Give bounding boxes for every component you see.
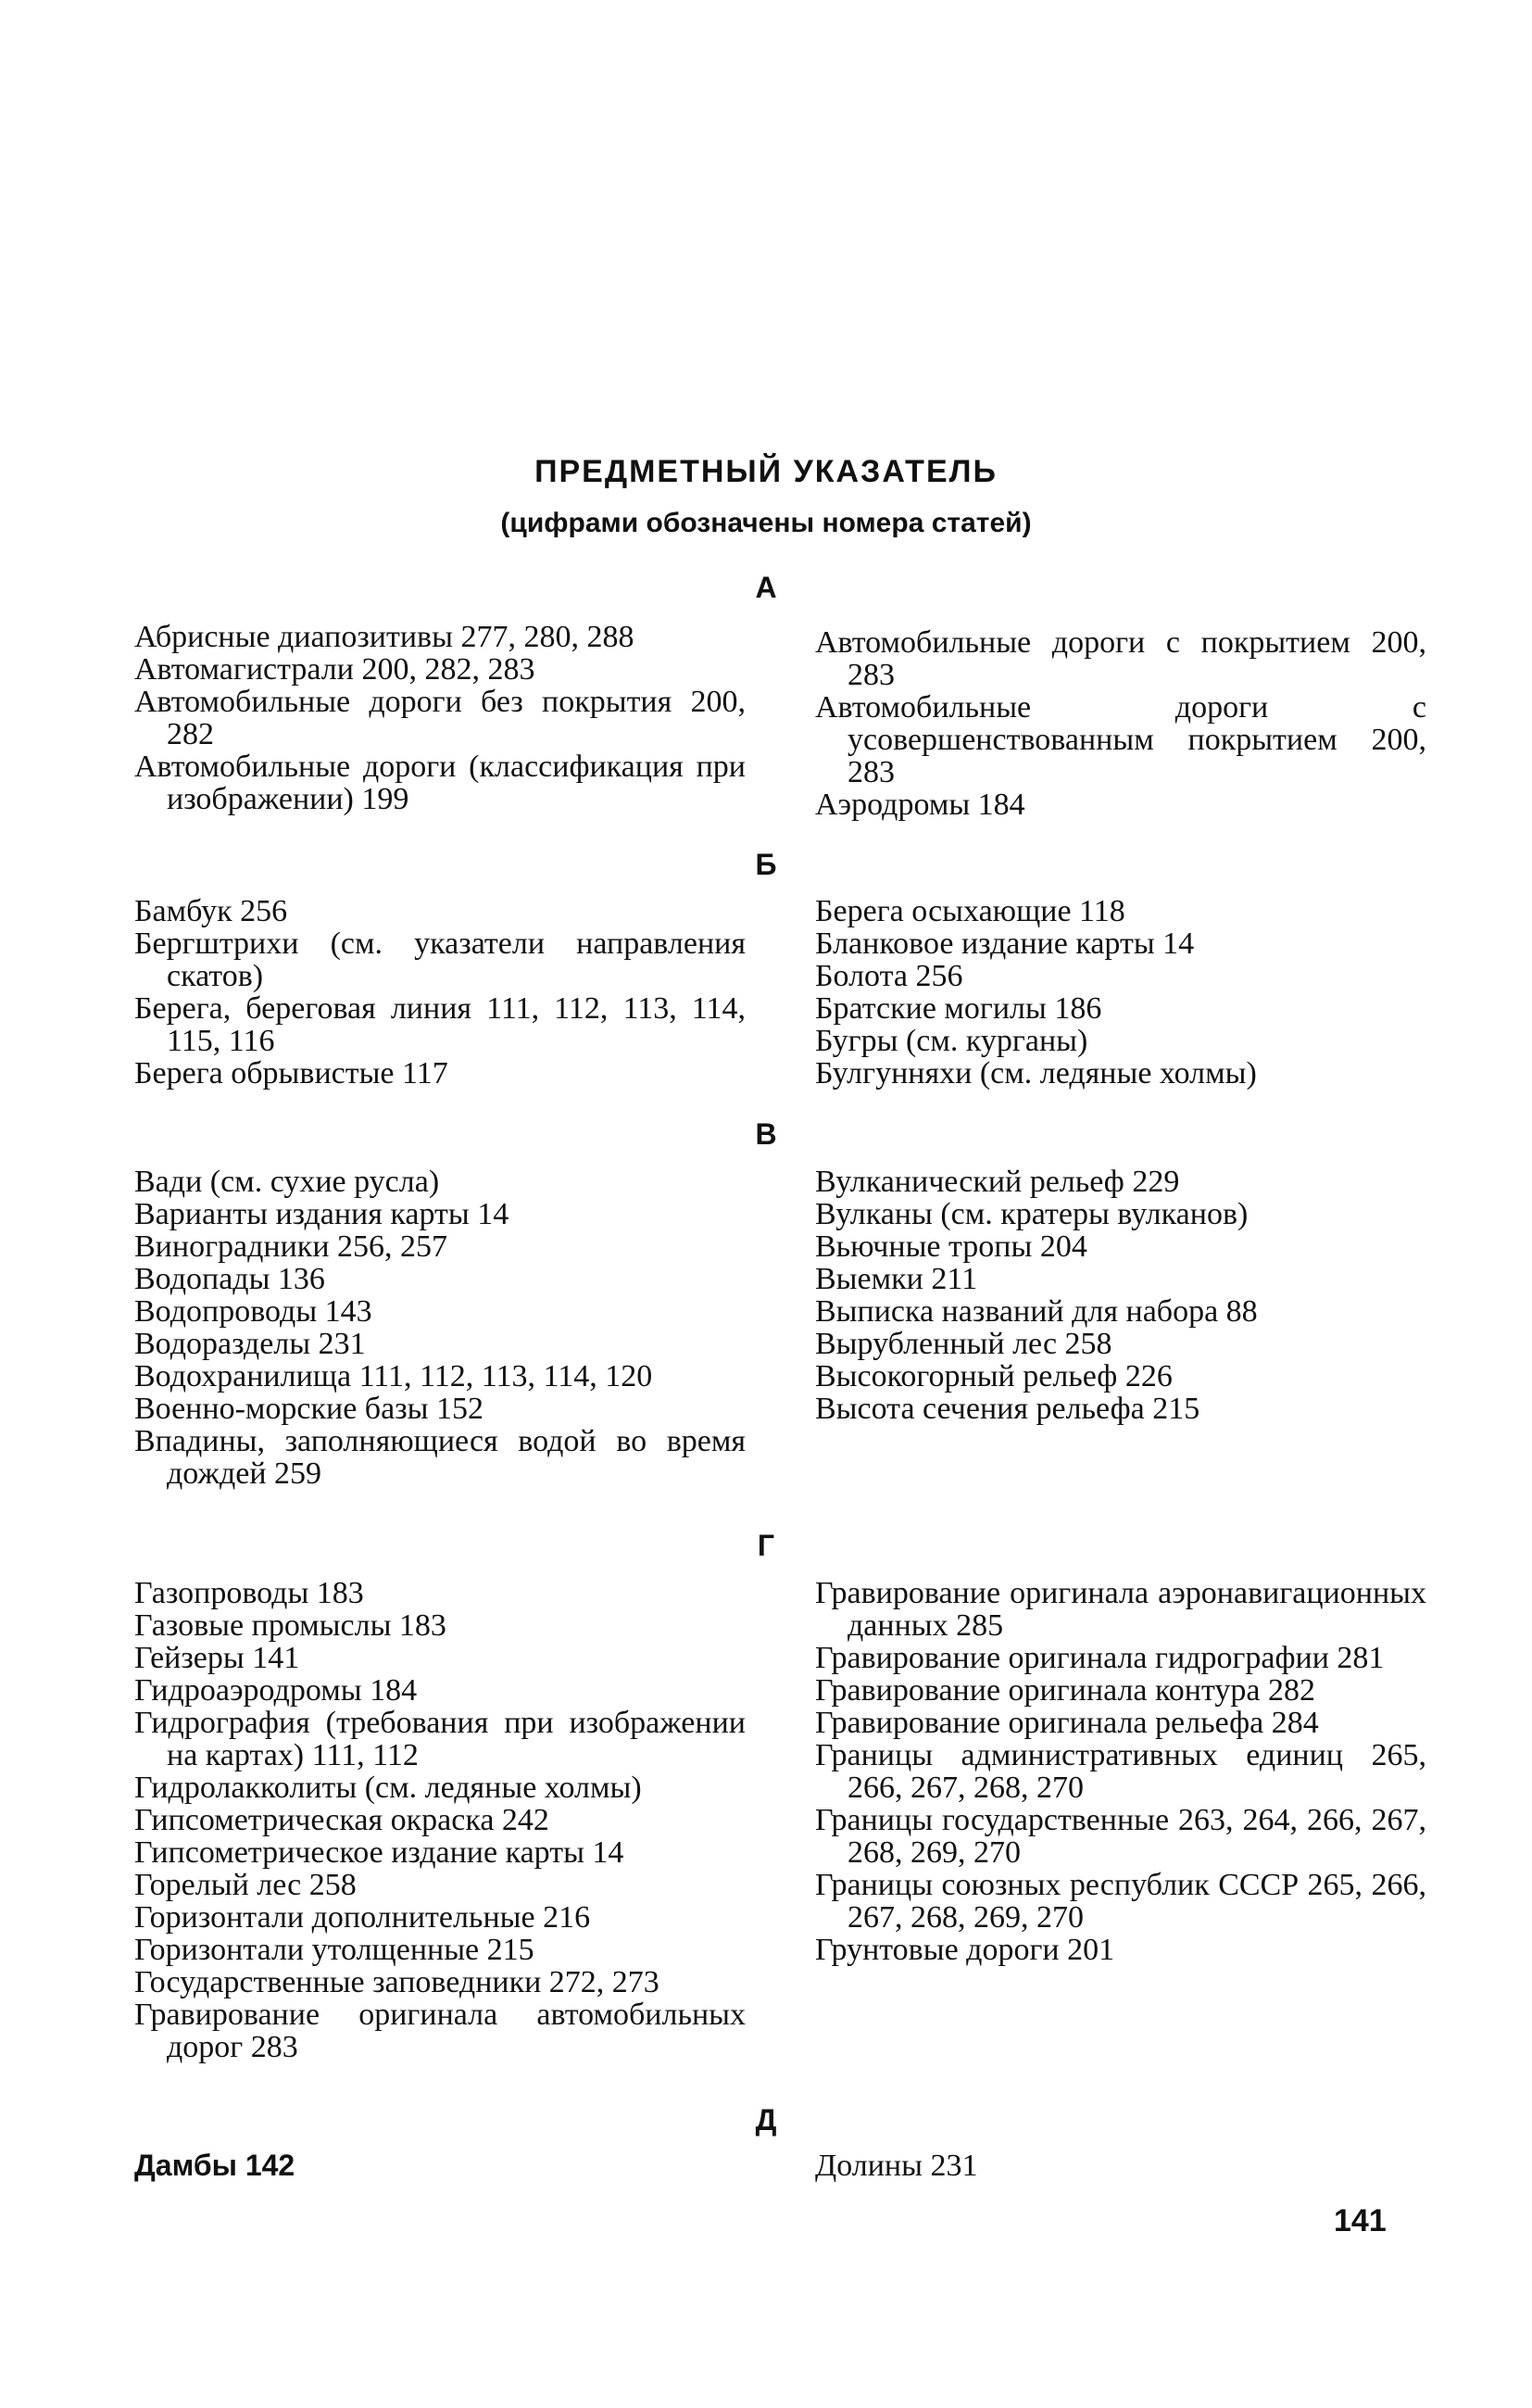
index-entry: Берега осыхающие 118 <box>815 894 1125 928</box>
index-entry: Газопроводы 183 <box>134 1576 364 1610</box>
section-letter-v: В <box>755 1117 777 1151</box>
section-a-right-column <box>815 626 1426 821</box>
index-entry: Братские могилы 186 <box>815 991 1102 1026</box>
index-entry: Выписка названий для набора 88 <box>815 1294 1258 1329</box>
section-g-left-column <box>134 1577 746 2063</box>
index-entry: Бамбук 256 <box>134 894 288 928</box>
index-entry: Границы государственные 263, 264, 266, 267, 268, 269, 270 <box>815 1803 1426 1870</box>
index-entry: Автомобильные дороги с усовершенствованным покрытием 200, 283 <box>815 690 1426 789</box>
index-entry: Варианты издания карты 14 <box>134 1197 509 1231</box>
index-entry: Аэродромы 184 <box>815 788 1025 822</box>
index-entry: Гипсометрическое издание карты 14 <box>134 1835 624 1870</box>
index-entry: Высокогорный рельеф 226 <box>815 1359 1173 1393</box>
index-entry: Автомобильные дороги (классификация при изображении) 199 <box>134 750 746 816</box>
page-subtitle: (цифрами обозначены номера статей) <box>500 508 1032 538</box>
index-entry: Берега обрывистые 117 <box>134 1056 448 1091</box>
index-entry: Болота 256 <box>815 959 963 993</box>
index-entry: Государственные заповедники 272, 273 <box>134 1965 659 1999</box>
index-entry: Долины 231 <box>815 2149 978 2183</box>
index-entry: Грунтовые дороги 201 <box>815 1933 1115 1967</box>
section-letter-a: А <box>755 571 777 604</box>
index-entry: Автомагистрали 200, 282, 283 <box>134 652 535 687</box>
index-entry: Бугры (см. курганы) <box>815 1024 1088 1058</box>
section-d-right-column <box>815 2150 1426 2182</box>
index-entry: Гравирование оригинала автомобильных дорог 283 <box>134 1998 746 2064</box>
index-entry: Газовые промыслы 183 <box>134 1608 446 1643</box>
index-entry: Водопады 136 <box>134 1262 325 1296</box>
section-letter-b: Б <box>755 848 777 881</box>
index-entry: Вырубленный лес 258 <box>815 1327 1112 1361</box>
index-entry: Вулканический рельеф 229 <box>815 1165 1180 1199</box>
index-entry: Вьючные тропы 204 <box>815 1229 1087 1264</box>
index-entry: Виноградники 256, 257 <box>134 1229 448 1264</box>
index-entry: Выемки 211 <box>815 1262 978 1296</box>
section-g-right-column <box>815 1577 1426 1966</box>
index-entry: Гидролакколиты (см. ледяные холмы) <box>134 1771 642 1805</box>
index-entry: Гейзеры 141 <box>134 1641 300 1675</box>
index-entry: Гравирование оригинала рельефа 284 <box>815 1706 1319 1740</box>
index-entry: Впадины, заполняющиеся водой во время дождей 259 <box>134 1424 746 1491</box>
index-entry: Водоразделы 231 <box>134 1327 366 1361</box>
index-entry: Вади (см. сухие русла) <box>134 1165 440 1199</box>
section-b-right-column <box>815 895 1426 1090</box>
index-entry: Высота сечения рельефа 215 <box>815 1392 1200 1426</box>
index-entry: Автомобильные дороги с покрытием 200, 283 <box>815 625 1426 692</box>
section-v-left-column <box>134 1166 746 1490</box>
index-entry: Гравирование оригинала гидрографии 281 <box>815 1641 1385 1675</box>
index-entry: Бланковое издание карты 14 <box>815 927 1195 961</box>
index-entry: Вулканы (см. кратеры вулканов) <box>815 1197 1249 1231</box>
index-entry: Водопроводы 143 <box>134 1294 372 1329</box>
section-d-left-column <box>134 2150 746 2182</box>
index-entry: Горизонтали дополнительные 216 <box>134 1900 591 1935</box>
index-entry: Водохранилища 111, 112, 113, 114, 120 <box>134 1359 653 1393</box>
index-entry: Горелый лес 258 <box>134 1868 357 1902</box>
page-number: 141 <box>1334 2203 1387 2238</box>
section-letter-d: Д <box>755 2103 777 2137</box>
index-entry: Булгунняхи (см. ледяные холмы) <box>815 1056 1257 1091</box>
index-entry: Гипсометрическая окраска 242 <box>134 1803 549 1837</box>
index-entry: Гидроаэродромы 184 <box>134 1673 418 1708</box>
section-v-right-column <box>815 1166 1426 1425</box>
index-entry: Берега, береговая линия 111, 112, 113, 114, 115, 116 <box>134 991 746 1058</box>
index-entry: Автомобильные дороги без покрытия 200, 282 <box>134 685 746 751</box>
index-entry: Границы союзных республик СССР 265, 266, 267, 268, 269, 270 <box>815 1868 1426 1935</box>
section-a-left-column <box>134 621 746 815</box>
index-entry: Гидрография (требования при изображении на картах) 111, 112 <box>134 1706 746 1772</box>
index-entry: Границы административных единиц 265, 266, 267, 268, 270 <box>815 1738 1426 1805</box>
section-b-left-column <box>134 895 746 1090</box>
section-letter-g: Г <box>757 1529 775 1562</box>
index-entry: Гравирование оригинала контура 282 <box>815 1673 1315 1708</box>
index-entry: Бергштрихи (см. указатели направления скатов) <box>134 927 746 993</box>
index-entry: Дамбы 142 <box>134 2149 295 2182</box>
index-entry: Гравирование оригинала аэронавигационных данных 285 <box>815 1576 1426 1643</box>
index-entry: Военно-морские базы 152 <box>134 1392 483 1426</box>
index-entry: Абрисные диапозитивы 277, 280, 288 <box>134 620 634 654</box>
index-entry: Горизонтали утолщенные 215 <box>134 1933 534 1967</box>
page-title: ПРЕДМЕТНЫЙ УКАЗАТЕЛЬ <box>534 454 998 489</box>
